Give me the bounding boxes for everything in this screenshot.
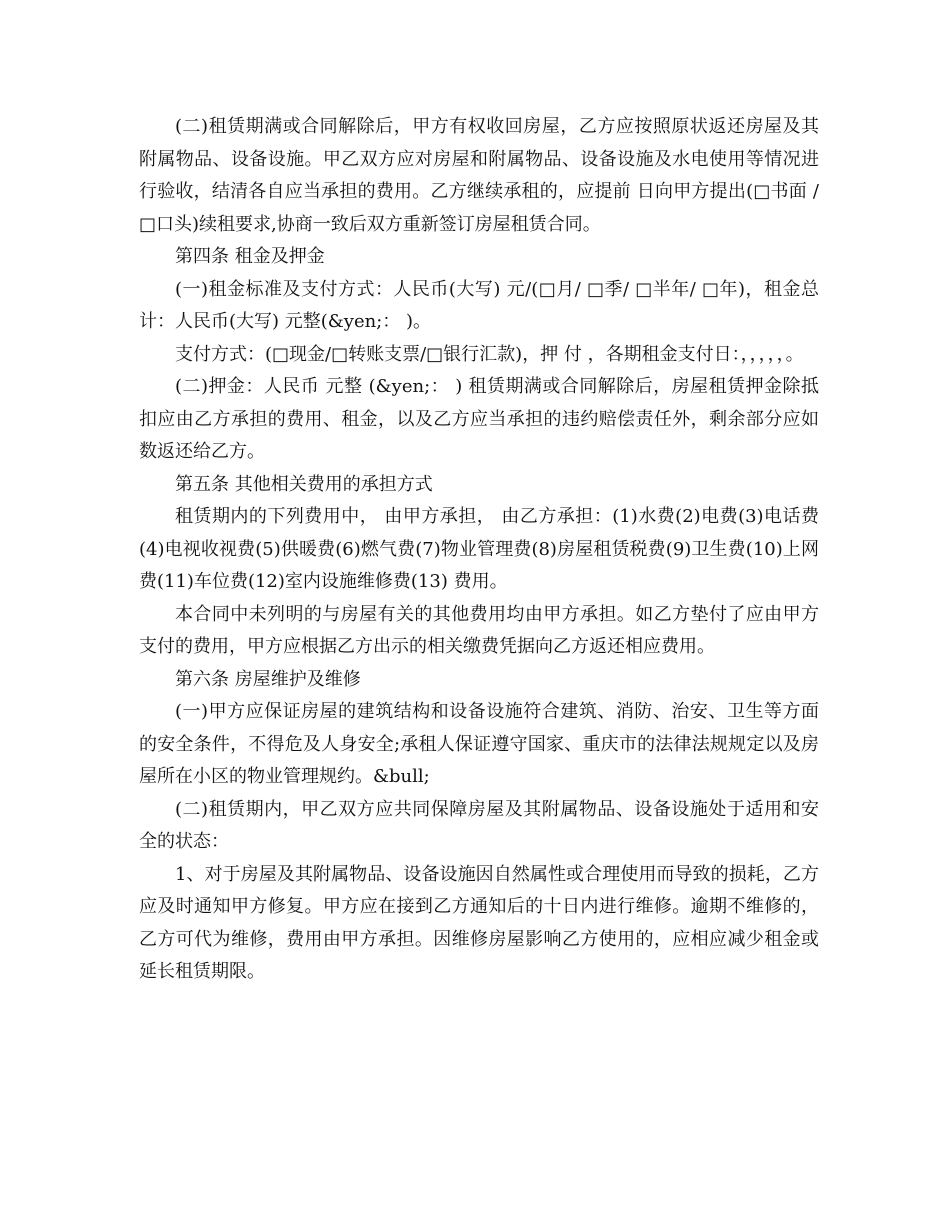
paragraph-joint-maintenance: (二)租赁期内，甲乙双方应共同保障房屋及其附属物品、设备设施处于适用和安全的状态： bbox=[139, 798, 819, 852]
document-page bbox=[139, 111, 819, 989]
paragraph-payment-method: 支付方式：(□现金/□转账支票/□银行汇款)，押 付 ，各期租金支付日：，，，，，。 bbox=[175, 343, 804, 365]
paragraph-renewal: (二)租赁期满或合同解除后，甲方有权收回房屋，乙方应按照原状返还房屋及其附属物品、设备设施。甲乙双方应对房屋和附属物品、设备设施及水电使用等情况进行验收，结清各自应当承担的费用。乙方继续承租的，应提前 日向甲方提出(□书面 / □口头)续租要求,协商一致后双方重新签订房屋租赁合同。 bbox=[139, 116, 819, 235]
paragraph-fees-list: 租赁期内的下列费用中， 由甲方承担， 由乙方承担：(1)水费(2)电费(3)电话费(4)电视收视费(5)供暖费(6)燃气费(7)物业管理费(8)房屋租赁税费(9)卫生费(10)上网费(11)车位费(12)室内设施维修费(13) 费用。 bbox=[139, 506, 819, 592]
paragraph-deposit: (二)押金：人民币 元整 (&yen;： ) 租赁期满或合同解除后，房屋租赁押金除抵扣应由乙方承担的费用、租金，以及乙方应当承担的违约赔偿责任外，剩余部分应如数返还给乙方。 bbox=[139, 376, 819, 462]
paragraph-rent-standard: (一)租金标准及支付方式：人民币(大写) 元/(□月/ □季/ □半年/ □年)，租金总计：人民币(大写) 元整(&yen;： )。 bbox=[139, 278, 819, 332]
heading-article-5: 第五条 其他相关费用的承担方式 bbox=[175, 473, 433, 495]
heading-article-4: 第四条 租金及押金 bbox=[175, 246, 325, 267]
paragraph-safety-conditions: (一)甲方应保证房屋的建筑结构和设备设施符合建筑、消防、治安、卫生等方面的安全条件，不得危及人身安全;承租人保证遵守国家、重庆市的法律法规规定以及房屋所在小区的物业管理规约。&bull; bbox=[139, 701, 819, 787]
paragraph-repair-obligation: 1、对于房屋及其附属物品、设备设施因自然属性或合理使用而导致的损耗，乙方应及时通知甲方修复。甲方应在接到乙方通知后的十日内进行维修。逾期不维修的，乙方可代为维修，费用由甲方承担。因维修房屋影响乙方使用的，应相应减少租金或延长租赁期限。 bbox=[139, 863, 819, 982]
paragraph-other-fees: 本合同中未列明的与房屋有关的其他费用均由甲方承担。如乙方垫付了应由甲方支付的费用，甲方应根据乙方出示的相关缴费凭据向乙方返还相应费用。 bbox=[139, 603, 819, 657]
heading-article-6: 第六条 房屋维护及维修 bbox=[175, 668, 361, 690]
